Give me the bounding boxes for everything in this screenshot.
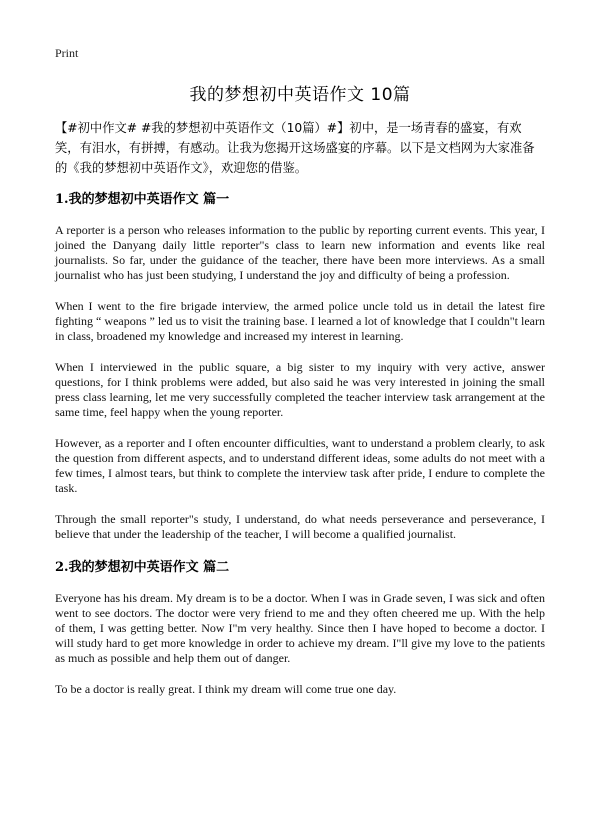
section-1-paragraph-3: When I interviewed in the public square, a big sister to my inquiry with very active, answer questions, for I think problems were added, but also said he was very interested in joining the small press class learning, let me very successfully completed the teacher interview task arrangement at the same time, feel happy when the young reporter. <box>55 360 545 419</box>
document-body <box>55 118 545 713</box>
section-1-paragraph-1: A reporter is a person who releases information to the public by reporting current events. This year, I joined the Danyang daily little reporter"s class to learn new information and events like real journalists. So far, under the guidance of the teacher, there have been more interviews. As a small journalist who has just been studying, I understand the joy and difficulty of being a profession. <box>55 223 545 282</box>
print-link[interactable]: Print <box>55 46 79 60</box>
section-heading-2: 2.我的梦想初中英语作文 篇二 <box>55 560 230 575</box>
section-2-paragraph-1: Everyone has his dream. My dream is to be a doctor. When I was in Grade seven, I was sick and often went to see doctors. The doctor were very friend to me and they often cheered me up. With the help of them, I was getting better. Now I"m very healthy. Since then I have hoped to become a doctor. I will study hard to get more knowledge in order to achieve my dream. I"ll give my love to the patients as much as possible and help them out of danger. <box>55 591 545 665</box>
section-1-paragraph-4: However, as a reporter and I often encounter difficulties, want to understand a problem clearly, to ask the question from different aspects, and to understand different ideas, some adults do not meet with a few times, I almost tears, but think to complete the interview task after pride, I endure to complete the task. <box>55 436 545 495</box>
section-heading-1: 1.我的梦想初中英语作文 篇一 <box>55 192 230 207</box>
page-title: 我的梦想初中英语作文 10篇 <box>189 85 411 105</box>
section-2-paragraph-2: To be a doctor is really great. I think my dream will come true one day. <box>55 682 397 696</box>
section-1-paragraph-5: Through the small reporter"s study, I understand, do what needs perseverance and perseverance, I believe that under the leadership of the teacher, I will become a qualified journalist. <box>55 512 545 541</box>
intro-paragraph: 【#初中作文# #我的梦想初中英语作文（10篇）#】初中，是一场青春的盛宴，有欢笑，有泪水，有拼搏，有感动。让我为您揭开这场盛宴的序幕。以下是文档网为大家准备的《我的梦想初中英语作文》，欢迎您的借鉴。 <box>55 121 535 175</box>
section-1-paragraph-2: When I went to the fire brigade interview, the armed police uncle told us in detail the latest fire fighting “ weapons ” led us to visit the training base. I learned a lot of knowledge that I couldn"t learn in class, broadened my knowledge and increased my interest in learning. <box>55 299 545 343</box>
